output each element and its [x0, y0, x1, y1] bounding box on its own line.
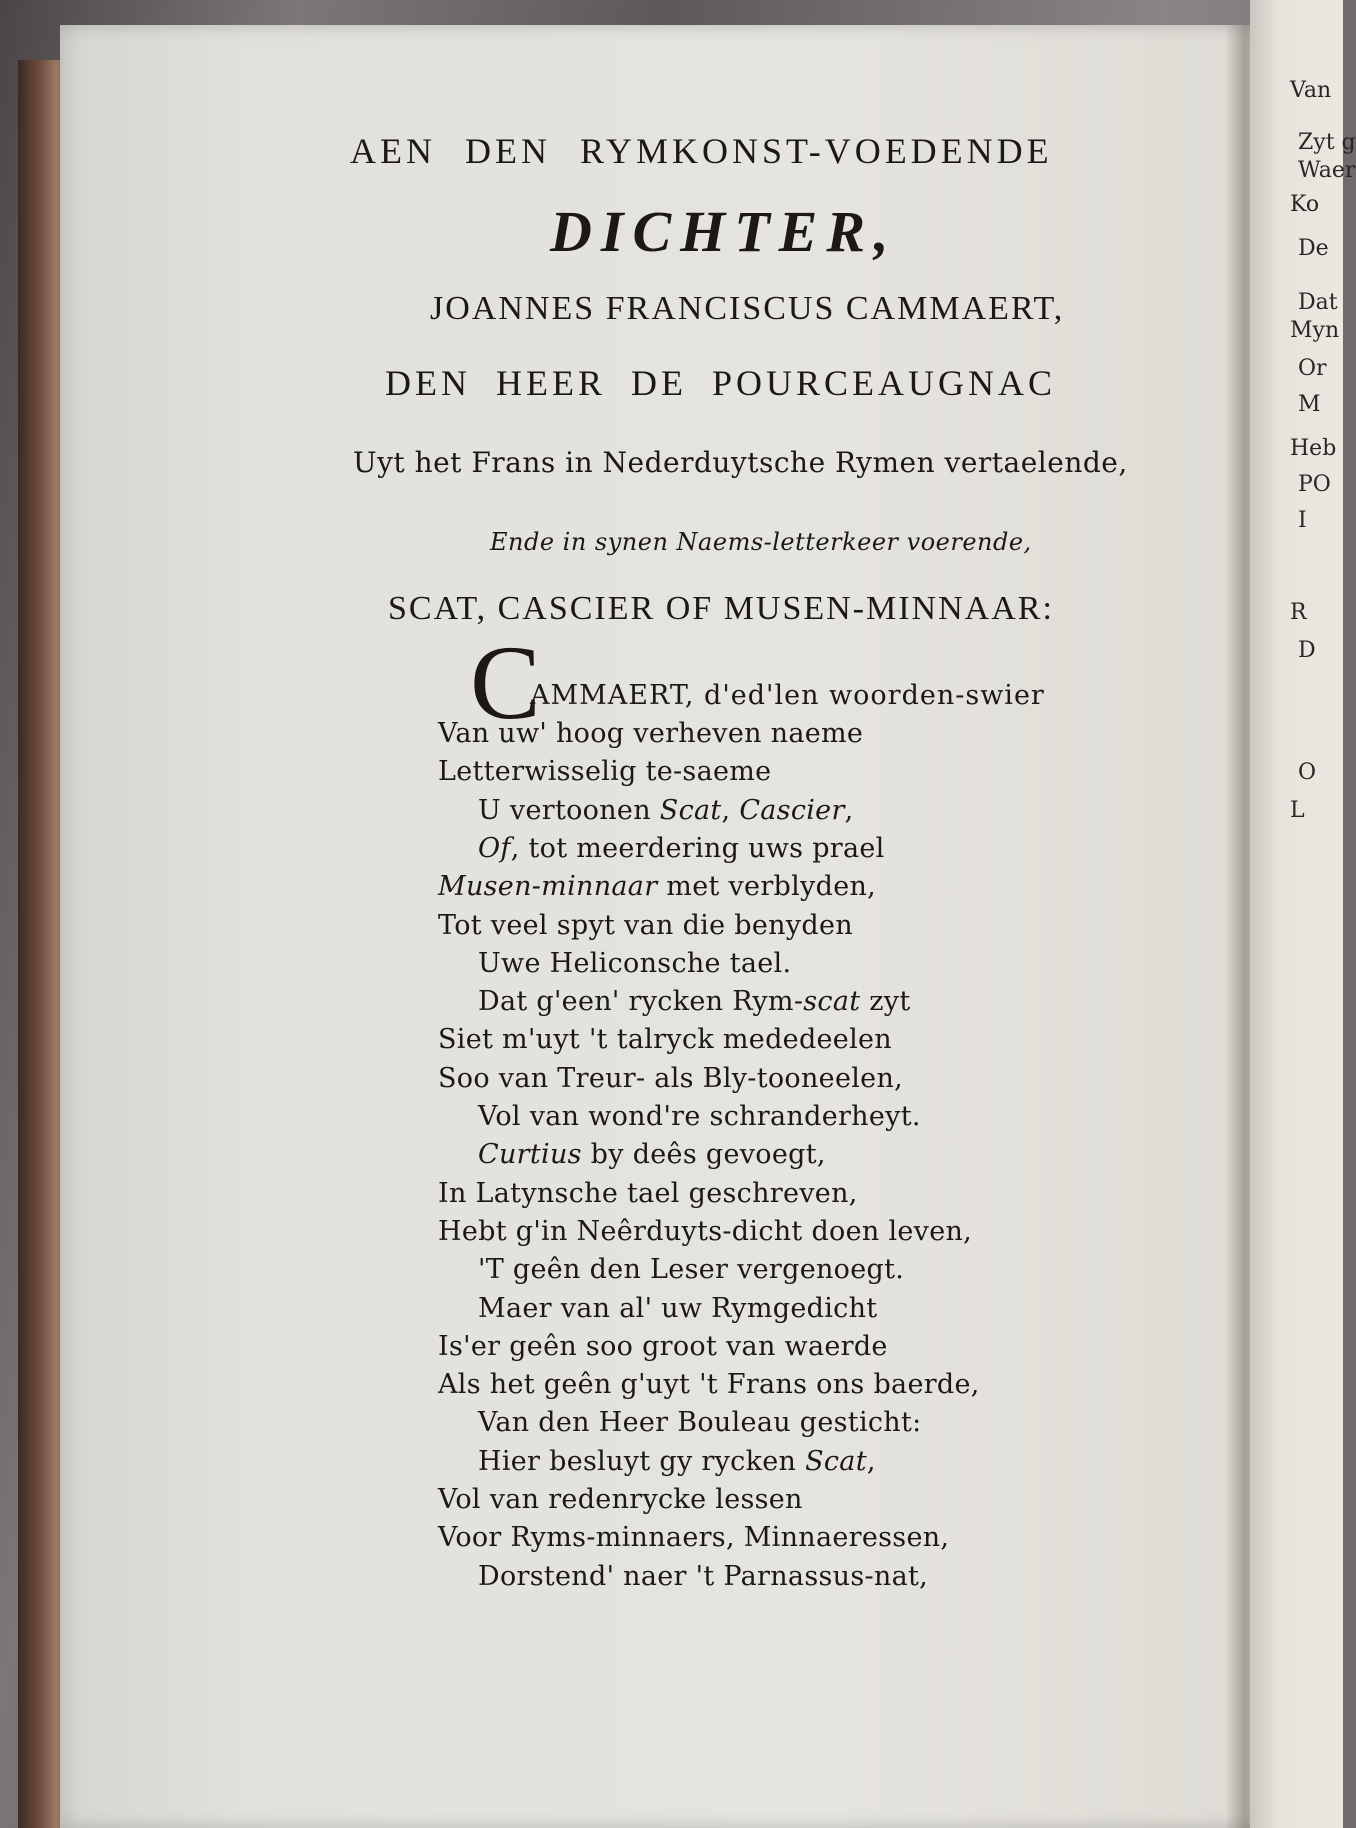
- facing-page-fragment: Ko: [1290, 192, 1320, 217]
- text-run: Vol van redenrycke lessen: [438, 1484, 803, 1515]
- italic-word: Scat: [659, 794, 722, 826]
- text-run: U vertoonen: [478, 794, 660, 826]
- facing-page-fragment: Myn: [1290, 318, 1340, 343]
- facing-page-fragment: Or: [1298, 356, 1327, 381]
- text-run: by deês gevoegt,: [581, 1139, 826, 1171]
- facing-page-fragment: Dat: [1298, 290, 1338, 315]
- text-run: Vol van wond're schranderheyt.: [478, 1101, 921, 1132]
- poem-line: [478, 1561, 928, 1592]
- text-run: , tot meerdering uws prael: [510, 832, 885, 864]
- poem-line: [438, 718, 863, 749]
- text-run: Is'er geên soo groot van waerde: [438, 1330, 888, 1362]
- text-run: met verblyden,: [657, 871, 877, 903]
- italic-word: Curtius: [478, 1139, 582, 1171]
- text-run: Uwe Heliconsche tael.: [478, 947, 792, 979]
- poem-line: [478, 1101, 921, 1132]
- facing-page-fragment: Heb: [1290, 436, 1337, 461]
- facing-page-fragment: De: [1298, 236, 1329, 261]
- heading-author-name: JOANNES FRANCISCUS CAMMAERT,: [430, 290, 1065, 327]
- text-run: ,: [721, 794, 740, 826]
- poem-line: [478, 1446, 876, 1477]
- facing-page: [1250, 0, 1356, 1828]
- heading-line-1: AEN DEN RYMKONST-VOEDENDE: [350, 131, 1053, 171]
- poem-line: [438, 1024, 892, 1055]
- heading-translation-note: Uyt het Frans in Nederduytsche Rymen vertaelende,: [353, 446, 1128, 479]
- facing-page-fragment: D: [1298, 638, 1316, 663]
- facing-page-fragment: Van: [1290, 78, 1332, 103]
- heading-work-title: DEN HEER DE POURCEAUGNAC: [385, 363, 1056, 403]
- poem-line: [438, 910, 853, 941]
- text-run: AMMAERT, d'ed'len woorden-swier: [530, 680, 1045, 711]
- heading-anagram: SCAT, CASCIER OF MUSEN-MINNAAR:: [388, 590, 1054, 627]
- text-run: Hebt g'in Neêrduyts-dicht doen leven,: [438, 1215, 973, 1247]
- poem-line: [478, 1407, 922, 1438]
- poem-line: [478, 1293, 877, 1324]
- drop-cap: C: [470, 624, 541, 741]
- poem-line: [438, 1178, 858, 1209]
- facing-page-fragment: Waer: [1298, 158, 1356, 183]
- text-run: ,: [844, 794, 854, 826]
- text-run: Soo van Treur- als Bly-tooneelen,: [438, 1062, 904, 1094]
- facing-page-fragment: PO: [1298, 472, 1331, 497]
- poem-line: [438, 1369, 980, 1400]
- facing-page-fragment: O: [1298, 760, 1317, 785]
- facing-page-fragment: Zyt g: [1298, 130, 1356, 155]
- text-run: Hier besluyt gy rycken: [478, 1445, 806, 1477]
- poem-line: [478, 833, 885, 864]
- text-run: Als het geên g'uyt 't Frans ons baerde,: [438, 1369, 980, 1401]
- text-run: Voor Ryms-minnaers, Minnaeressen,: [438, 1522, 950, 1554]
- poem-line: [478, 986, 911, 1017]
- poem-line: [478, 1139, 826, 1170]
- italic-word: scat: [803, 986, 861, 1018]
- text-run: zyt: [860, 986, 911, 1018]
- facing-page-fragment: L: [1290, 798, 1305, 823]
- poem-line: [438, 1331, 888, 1362]
- text-run: Siet m'uyt 't talryck mededeelen: [438, 1024, 892, 1056]
- italic-word: Of: [478, 832, 511, 864]
- text-run: Maer van al' uw Rymgedicht: [478, 1292, 878, 1324]
- poem-line: [438, 871, 876, 902]
- text-run: Van den Heer Bouleau gesticht:: [478, 1407, 922, 1439]
- poem-line: [478, 1254, 904, 1285]
- italic-word: Scat: [805, 1445, 867, 1477]
- facing-page-fragment: M: [1298, 392, 1321, 417]
- text-run: Van uw' hoog verheven naeme: [438, 718, 864, 749]
- text-run: Tot veel spyt van die benyden: [438, 909, 853, 941]
- italic-word: Musen-minnaar: [438, 871, 658, 903]
- poem-line: [438, 1484, 803, 1515]
- poem-line: [438, 1522, 949, 1553]
- text-run: Letterwisselig te-saeme: [438, 756, 772, 788]
- poem-line: [478, 948, 791, 979]
- text-run: In Latynsche tael geschreven,: [438, 1177, 858, 1209]
- poem-line: [438, 1063, 903, 1094]
- heading-anagram-note: Ende in synen Naems-letterkeer voerende,: [490, 528, 1032, 556]
- poem-line: [530, 680, 1045, 711]
- facing-page-fragment: R: [1290, 600, 1307, 625]
- heading-dichter: DICHTER,: [550, 199, 898, 264]
- poem-line: [478, 795, 854, 826]
- poem-line: [438, 756, 771, 787]
- text-run: ,: [866, 1445, 876, 1477]
- facing-page-fragment: I: [1298, 508, 1307, 533]
- italic-word: Cascier: [739, 794, 845, 826]
- poem-line: [438, 1216, 972, 1247]
- text-run: Dorstend' naer 't Parnassus-nat,: [478, 1560, 929, 1592]
- text-run: 'T geên den Leser vergenoegt.: [478, 1254, 905, 1286]
- text-run: Dat g'een' rycken Rym-: [478, 986, 804, 1018]
